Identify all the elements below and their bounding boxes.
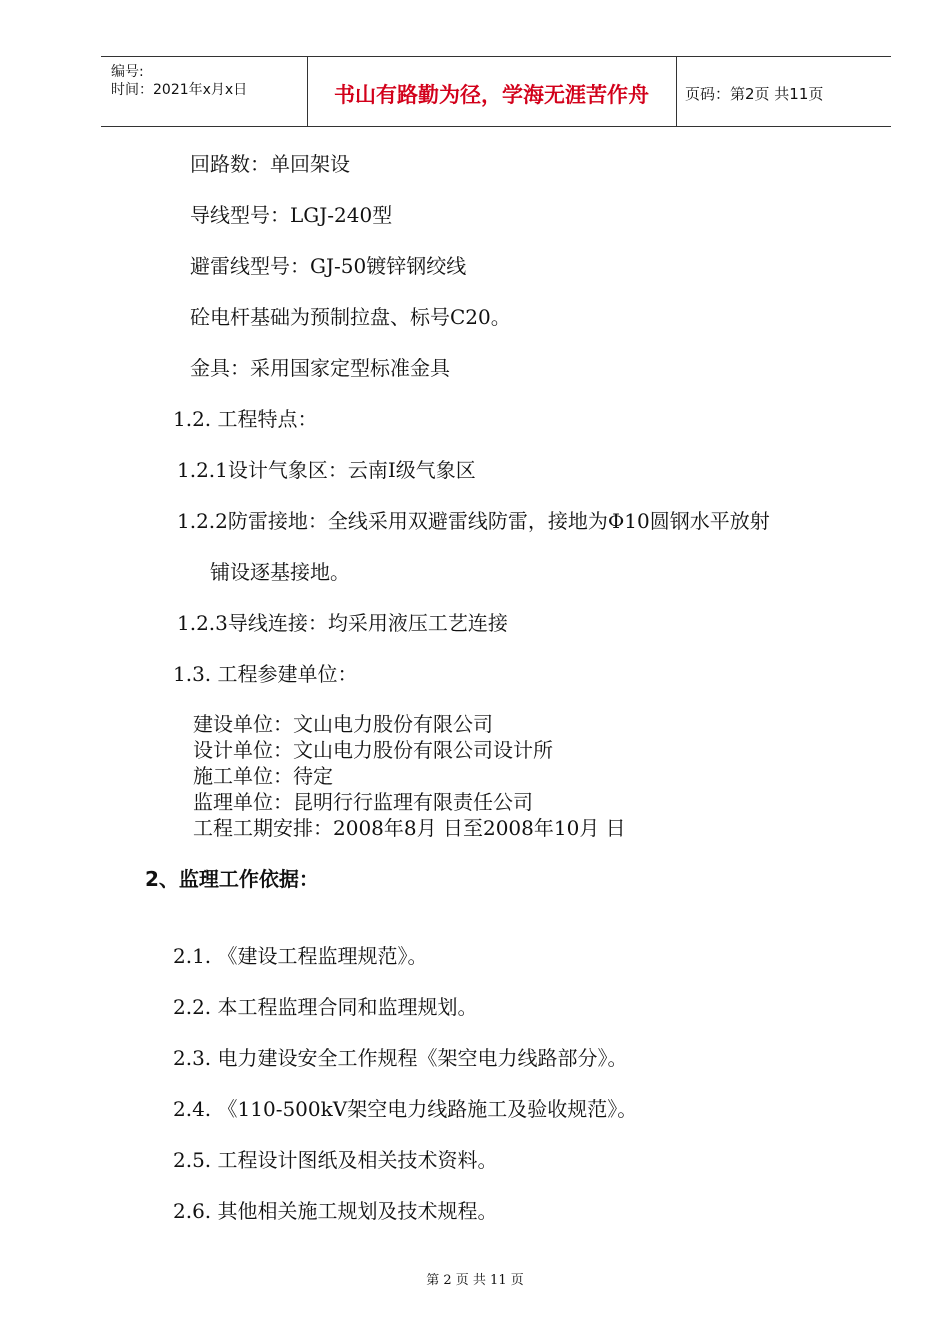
section-1-3-title: 1.3. 工程参建单位： bbox=[173, 662, 358, 686]
header-meta bbox=[111, 63, 247, 99]
document-number-label: 编号: bbox=[111, 64, 144, 80]
unit-design: 设计单位：文山电力股份有限公司设计所 bbox=[193, 738, 553, 762]
page-footer-number: 第 2 页 共 11 页 bbox=[426, 1273, 524, 1288]
section-1-2-3: 1.2.3导线连接：均采用液压工艺连接 bbox=[177, 611, 508, 635]
unit-schedule: 工程工期安排：2008年8月 日至2008年10月 日 bbox=[193, 816, 626, 840]
info-fittings: 金具：采用国家定型标准金具 bbox=[190, 356, 450, 380]
unit-construction: 建设单位：文山电力股份有限公司 bbox=[193, 712, 493, 736]
basis-item: 2.4. 《110-500kV架空电力线路施工及验收规范》。 bbox=[173, 1097, 638, 1121]
basis-item: 2.3. 电力建设安全工作规程《架空电力线路部分》。 bbox=[173, 1046, 628, 1070]
section-1-2-1: 1.2.1设计气象区：云南Ⅰ级气象区 bbox=[177, 458, 476, 482]
document-time-label: 时间：2021年x月x日 bbox=[111, 82, 248, 98]
basis-item: 2.5. 工程设计图纸及相关技术资料。 bbox=[173, 1148, 498, 1172]
section-2-heading: 2、监理工作依据： bbox=[145, 867, 319, 891]
section-1-2-title: 1.2. 工程特点： bbox=[173, 407, 318, 431]
unit-supervisor: 监理单位：昆明行行监理有限责任公司 bbox=[193, 790, 533, 814]
info-conductor-type: 导线型号：LGJ-240型 bbox=[190, 203, 393, 227]
basis-item: 2.6. 其他相关施工规划及技术规程。 bbox=[173, 1199, 498, 1223]
basis-item: 2.1. 《建设工程监理规范》。 bbox=[173, 944, 428, 968]
section-1-2-2-continued: 铺设逐基接地。 bbox=[210, 560, 350, 584]
section-1-2-2: 1.2.2防雷接地：全线采用双避雷线防雷，接地为Φ10圆钢水平放射 bbox=[177, 509, 770, 533]
header-motto: 书山有路勤为径，学海无涯苦作舟 bbox=[334, 83, 649, 107]
basis-item: 2.2. 本工程监理合同和监理规划。 bbox=[173, 995, 478, 1019]
page-header bbox=[101, 56, 891, 127]
info-ground-wire-type: 避雷线型号：GJ-50镀锌钢绞线 bbox=[190, 254, 467, 278]
info-pole-foundation: 砼电杆基础为预制拉盘、标号C20。 bbox=[190, 305, 511, 329]
header-page-label: 页码：第2页 共11页 bbox=[685, 85, 824, 103]
header-divider bbox=[676, 57, 677, 126]
info-circuit-count: 回路数：单回架设 bbox=[190, 152, 350, 176]
unit-builder: 施工单位：待定 bbox=[193, 764, 333, 788]
